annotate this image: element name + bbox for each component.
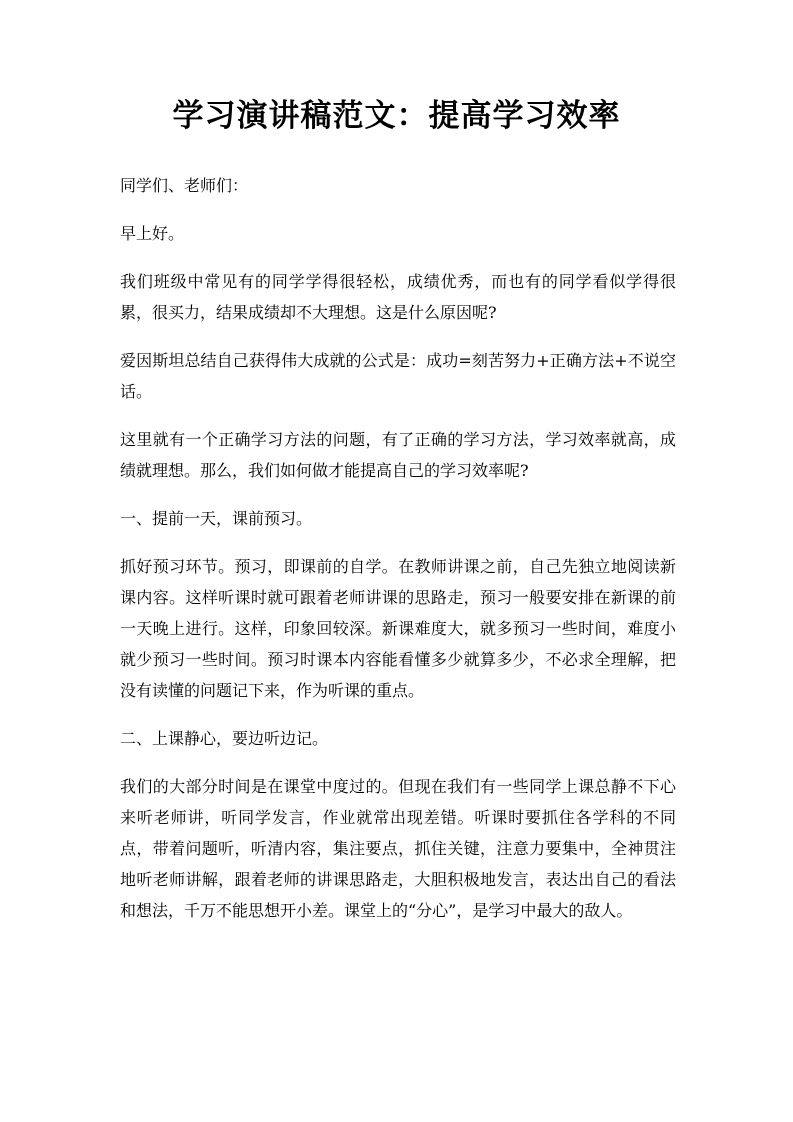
paragraph-good-morning: 早上好。 (120, 224, 185, 243)
document-title: 学习演讲稿范文：提高学习效率 (172, 98, 621, 134)
document-body (120, 170, 676, 943)
paragraph-listen: 我们的大部分时间是在课堂中度过的。但现在我们有一些同学上课总静不下心来听老师讲，听同学发言，作业就常出现差错。听课时要抓住各学科的不同点，带着问题听，听清内容，集注要点，抓住关键，注意力要集中，全神贯注地听老师讲解，跟着老师的讲课思路走，大胆积极地发言，表达出自己的看法和想法，千万不能思想开小差。课堂上的“分心”，是学习中最大的敌人。 (120, 777, 676, 920)
section-heading-preview: 一、提前一天，课前预习。 (120, 509, 313, 528)
paragraph-method: 这里就有一个正确学习方法的问题，有了正确的学习方法，学习效率就高，成绩就理想。那么，我们如何做才能提高自己的学习效率呢? (120, 430, 676, 480)
paragraph-intro: 我们班级中常见有的同学学得很轻松，成绩优秀，而也有的同学看似学得很累，很买力，结果成绩却不大理想。这是什么原因呢? (120, 272, 676, 322)
paragraph-einstein-quote: 爱因斯坦总结自己获得伟大成就的公式是：成功=刻苦努力+正确方法+不说空话。 (120, 351, 676, 401)
paragraph-greeting: 同学们、老师们： (120, 176, 249, 195)
section-heading-listen: 二、上课静心，要边听边记。 (120, 729, 329, 748)
paragraph-preview: 抓好预习环节。预习，即课前的自学。在教师讲课之前，自己先独立地阅读新课内容。这样听课时就可跟着老师讲课的思路走，预习一般要安排在新课的前一天晚上进行。这样，印象回较深。新课难度大，就多预习一些时间，难度小就少预习一些时间。预习时课本内容能看懂多少就算多少，不必求全理解，把没有读懂的问题记下来，作为听课的重点。 (120, 557, 676, 700)
